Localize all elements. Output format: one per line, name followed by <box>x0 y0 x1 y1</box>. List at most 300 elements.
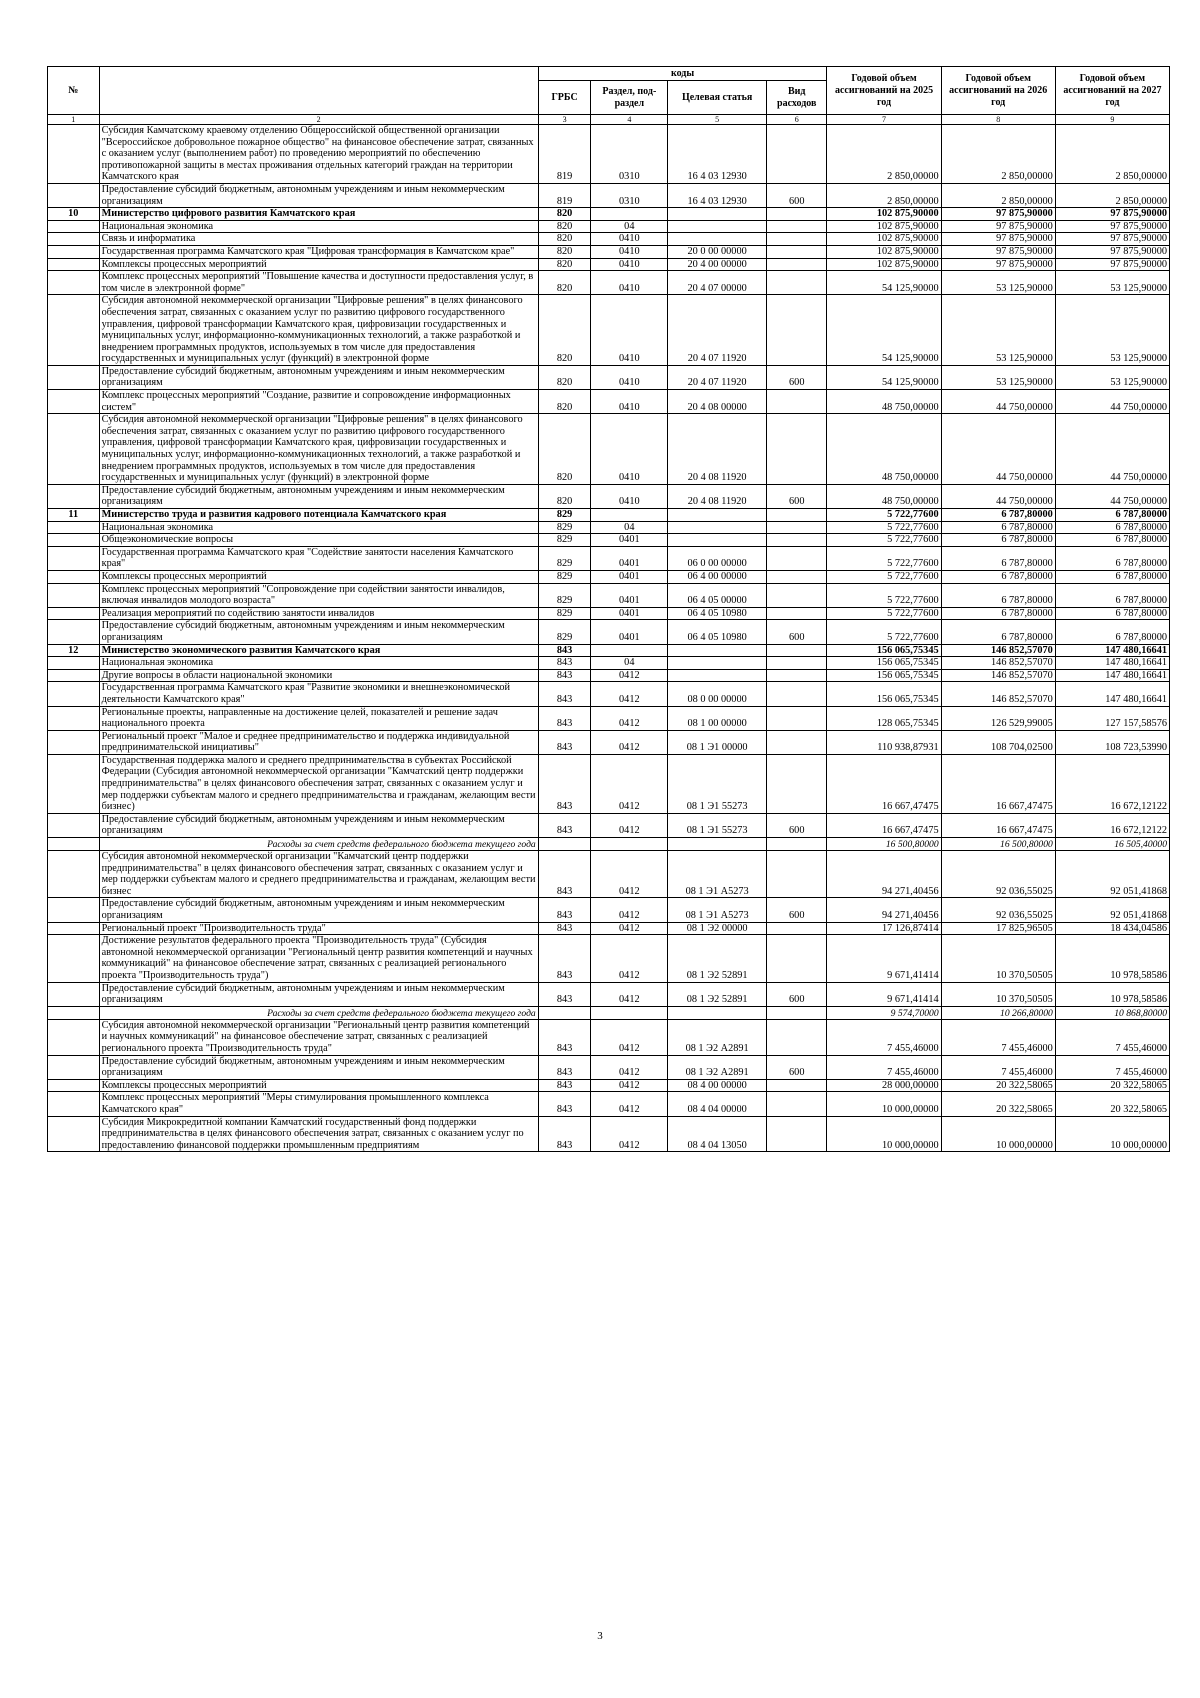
row-amount-2026: 97 875,90000 <box>941 220 1055 233</box>
row-amount-2026: 16 667,47475 <box>941 813 1055 837</box>
row-amount-2025: 110 938,87931 <box>827 730 941 754</box>
row-amount-2026: 44 750,00000 <box>941 414 1055 485</box>
table-row <box>48 521 1170 534</box>
row-number <box>48 1116 100 1152</box>
row-amount-2027: 97 875,90000 <box>1055 220 1169 233</box>
row-grbs: 843 <box>538 644 591 657</box>
row-number <box>48 220 100 233</box>
row-amount-2025: 54 125,90000 <box>827 271 941 295</box>
row-target <box>668 509 767 522</box>
row-name: Предоставление субсидий бюджетным, автономным учреждениям и иным некоммерческим организациям <box>99 982 538 1006</box>
row-target: 06 4 05 10980 <box>668 620 767 644</box>
table-row <box>48 669 1170 682</box>
row-expense-type <box>767 258 827 271</box>
row-amount-2027: 6 787,80000 <box>1055 546 1169 570</box>
table-row <box>48 1079 1170 1092</box>
row-target: 16 4 03 12930 <box>668 125 767 184</box>
table-row <box>48 125 1170 184</box>
row-expense-type <box>767 1092 827 1116</box>
row-number <box>48 546 100 570</box>
row-section: 0410 <box>591 414 668 485</box>
row-section: 0410 <box>591 245 668 258</box>
row-amount-2026: 6 787,80000 <box>941 583 1055 607</box>
row-name: Национальная экономика <box>99 657 538 670</box>
row-number <box>48 682 100 706</box>
federal-budget-row <box>48 838 1170 851</box>
row-number <box>48 258 100 271</box>
row-number <box>48 534 100 547</box>
row-amount-2026: 6 787,80000 <box>941 607 1055 620</box>
row-name: Министерство труда и развития кадрового потенциала Камчатского края <box>99 509 538 522</box>
row-amount-2025: 5 722,77600 <box>827 620 941 644</box>
row-target <box>668 838 767 851</box>
row-number <box>48 730 100 754</box>
row-amount-2025: 102 875,90000 <box>827 245 941 258</box>
row-amount-2025: 54 125,90000 <box>827 295 941 366</box>
table-row <box>48 509 1170 522</box>
row-name: Комплекс процессных мероприятий "Сопровождение при содействии занятости инвалидов, включая инвалидов молодого возраста" <box>99 583 538 607</box>
row-name: Национальная экономика <box>99 521 538 534</box>
row-amount-2027: 16 672,12122 <box>1055 813 1169 837</box>
row-amount-2026: 10 370,50505 <box>941 935 1055 982</box>
row-expense-type <box>767 851 827 898</box>
row-amount-2025: 28 000,00000 <box>827 1079 941 1092</box>
table-row <box>48 1055 1170 1079</box>
row-expense-type <box>767 233 827 246</box>
row-amount-2025: 5 722,77600 <box>827 534 941 547</box>
row-grbs: 829 <box>538 620 591 644</box>
table-row <box>48 1092 1170 1116</box>
row-expense-type <box>767 935 827 982</box>
header-name <box>99 67 538 115</box>
row-number <box>48 898 100 922</box>
header-no: № <box>48 67 100 115</box>
row-amount-2027: 97 875,90000 <box>1055 258 1169 271</box>
row-grbs: 843 <box>538 706 591 730</box>
row-name: Региональные проекты, направленные на достижение целей, показателей и решение задач национального проекта <box>99 706 538 730</box>
row-grbs: 820 <box>538 233 591 246</box>
row-number <box>48 1092 100 1116</box>
row-amount-2026: 97 875,90000 <box>941 208 1055 221</box>
row-amount-2026: 16 500,80000 <box>941 838 1055 851</box>
table-row <box>48 245 1170 258</box>
row-number <box>48 365 100 389</box>
page-number: 3 <box>597 1630 603 1642</box>
row-section <box>591 208 668 221</box>
row-number <box>48 1006 100 1019</box>
row-section: 0401 <box>591 570 668 583</box>
row-amount-2026: 20 322,58065 <box>941 1079 1055 1092</box>
row-section: 0412 <box>591 1092 668 1116</box>
row-name: Субсидия Камчатскому краевому отделению Общероссийской общественной организации "Всероссийское добровольное пожарное общество" на финансовое обеспечение затрат, связанных с оказанием услуг (выполнением работ) по проведению мероприятий по обеспечению противопожарной защиты в местах проживания отдельных категорий граждан на территории Камчатского края <box>99 125 538 184</box>
row-amount-2025: 94 271,40456 <box>827 898 941 922</box>
row-amount-2025: 2 850,00000 <box>827 183 941 207</box>
row-grbs: 843 <box>538 935 591 982</box>
row-number <box>48 295 100 366</box>
row-grbs: 820 <box>538 414 591 485</box>
row-section: 0412 <box>591 730 668 754</box>
row-section <box>591 644 668 657</box>
row-amount-2027: 97 875,90000 <box>1055 245 1169 258</box>
row-amount-2027: 2 850,00000 <box>1055 183 1169 207</box>
row-number: 12 <box>48 644 100 657</box>
row-amount-2026: 7 455,46000 <box>941 1019 1055 1055</box>
row-amount-2026: 17 825,96505 <box>941 922 1055 935</box>
table-row <box>48 220 1170 233</box>
row-expense-type: 600 <box>767 898 827 922</box>
row-target <box>668 1006 767 1019</box>
row-amount-2025: 5 722,77600 <box>827 583 941 607</box>
row-target: 08 1 Э2 А2891 <box>668 1019 767 1055</box>
row-amount-2027: 92 051,41868 <box>1055 898 1169 922</box>
row-section: 0412 <box>591 851 668 898</box>
table-row <box>48 233 1170 246</box>
row-number <box>48 669 100 682</box>
row-section: 0410 <box>591 365 668 389</box>
row-section: 0412 <box>591 1116 668 1152</box>
row-number <box>48 1079 100 1092</box>
row-target: 08 1 00 00000 <box>668 706 767 730</box>
row-grbs: 820 <box>538 245 591 258</box>
row-name: Субсидия автономной некоммерческой организации "Региональный центр развития компетенций и научных коммуникаций" на финансовое обеспечение затрат, связанных с реализацией регионального проекта "Производительность труда" <box>99 1019 538 1055</box>
row-amount-2025: 128 065,75345 <box>827 706 941 730</box>
row-target <box>668 220 767 233</box>
row-amount-2025: 9 671,41414 <box>827 982 941 1006</box>
row-target <box>668 233 767 246</box>
row-section: 0412 <box>591 754 668 813</box>
row-section: 0401 <box>591 534 668 547</box>
table-row <box>48 208 1170 221</box>
row-target: 08 4 04 13050 <box>668 1116 767 1152</box>
row-name: Предоставление субсидий бюджетным, автономным учреждениям и иным некоммерческим организациям <box>99 620 538 644</box>
row-amount-2025: 156 065,75345 <box>827 669 941 682</box>
row-expense-type <box>767 521 827 534</box>
column-number: 7 <box>827 115 941 125</box>
row-amount-2027: 6 787,80000 <box>1055 607 1169 620</box>
table-row <box>48 754 1170 813</box>
row-number <box>48 935 100 982</box>
row-section: 0410 <box>591 271 668 295</box>
row-amount-2027: 44 750,00000 <box>1055 484 1169 508</box>
row-amount-2026: 10 000,00000 <box>941 1116 1055 1152</box>
row-number <box>48 484 100 508</box>
header-2025: Годовой объем ассигнований на 2025 год <box>827 67 941 115</box>
row-amount-2026: 53 125,90000 <box>941 271 1055 295</box>
table-row <box>48 484 1170 508</box>
row-grbs: 843 <box>538 1079 591 1092</box>
row-amount-2026: 92 036,55025 <box>941 851 1055 898</box>
row-target: 08 1 Э1 А5273 <box>668 851 767 898</box>
row-grbs: 820 <box>538 484 591 508</box>
row-grbs <box>538 1006 591 1019</box>
column-number: 5 <box>668 115 767 125</box>
row-number <box>48 851 100 898</box>
row-amount-2026: 6 787,80000 <box>941 534 1055 547</box>
row-amount-2025: 102 875,90000 <box>827 233 941 246</box>
row-name: Комплекс процессных мероприятий "Меры стимулирования промышленного комплекса Камчатского края" <box>99 1092 538 1116</box>
row-amount-2027: 108 723,53990 <box>1055 730 1169 754</box>
row-section: 0412 <box>591 682 668 706</box>
row-number <box>48 657 100 670</box>
row-expense-type <box>767 838 827 851</box>
row-grbs: 843 <box>538 1116 591 1152</box>
row-target: 20 4 07 11920 <box>668 365 767 389</box>
row-number <box>48 620 100 644</box>
row-number <box>48 1019 100 1055</box>
row-grbs: 820 <box>538 258 591 271</box>
row-target: 06 4 05 10980 <box>668 607 767 620</box>
row-amount-2025: 5 722,77600 <box>827 509 941 522</box>
row-grbs: 843 <box>538 813 591 837</box>
row-section: 0412 <box>591 1019 668 1055</box>
row-amount-2027: 7 455,46000 <box>1055 1019 1169 1055</box>
row-expense-type <box>767 208 827 221</box>
row-expense-type <box>767 706 827 730</box>
row-target: 08 1 Э1 А5273 <box>668 898 767 922</box>
row-grbs: 820 <box>538 365 591 389</box>
row-amount-2025: 16 667,47475 <box>827 754 941 813</box>
row-expense-type: 600 <box>767 620 827 644</box>
row-number <box>48 521 100 534</box>
row-grbs: 829 <box>538 583 591 607</box>
row-amount-2026: 7 455,46000 <box>941 1055 1055 1079</box>
row-name: Государственная поддержка малого и среднего предпринимательства в субъектах Российской Федерации (Субсидия автономной некоммерческой организации "Камчатский центр поддержки предпринимательства" в целях финансового обеспечения затрат, связанных с оказанием услуг и мер поддержки субъектам малого и среднего предпринимательства и гражданам, желающим вести бизнес) <box>99 754 538 813</box>
row-number <box>48 414 100 485</box>
row-expense-type <box>767 1079 827 1092</box>
row-grbs: 820 <box>538 271 591 295</box>
table-row <box>48 706 1170 730</box>
table-body <box>48 125 1170 1152</box>
row-target: 08 1 Э1 55273 <box>668 813 767 837</box>
column-number-row <box>48 115 1170 125</box>
budget-table <box>47 66 1170 1152</box>
row-amount-2026: 10 370,50505 <box>941 982 1055 1006</box>
row-target: 06 0 00 00000 <box>668 546 767 570</box>
row-amount-2027: 147 480,16641 <box>1055 669 1169 682</box>
row-name: Комплекс процессных мероприятий "Создание, развитие и сопровождение информационных систем" <box>99 390 538 414</box>
row-number <box>48 125 100 184</box>
row-amount-2025: 17 126,87414 <box>827 922 941 935</box>
row-amount-2025: 156 065,75345 <box>827 657 941 670</box>
row-target: 20 4 07 11920 <box>668 295 767 366</box>
row-amount-2025: 48 750,00000 <box>827 484 941 508</box>
table-row <box>48 607 1170 620</box>
row-amount-2027: 147 480,16641 <box>1055 657 1169 670</box>
row-amount-2027: 20 322,58065 <box>1055 1079 1169 1092</box>
row-expense-type <box>767 1006 827 1019</box>
row-grbs: 843 <box>538 669 591 682</box>
row-name: Предоставление субсидий бюджетным, автономным учреждениям и иным некоммерческим организациям <box>99 813 538 837</box>
row-amount-2026: 53 125,90000 <box>941 295 1055 366</box>
row-expense-type: 600 <box>767 1055 827 1079</box>
row-expense-type: 600 <box>767 183 827 207</box>
row-number <box>48 982 100 1006</box>
row-amount-2026: 108 704,02500 <box>941 730 1055 754</box>
row-number <box>48 813 100 837</box>
row-expense-type: 600 <box>767 484 827 508</box>
row-number <box>48 922 100 935</box>
table-row <box>48 982 1170 1006</box>
row-section: 0410 <box>591 484 668 508</box>
column-number: 9 <box>1055 115 1169 125</box>
row-amount-2027: 16 672,12122 <box>1055 754 1169 813</box>
row-amount-2025: 102 875,90000 <box>827 220 941 233</box>
row-amount-2026: 146 852,57070 <box>941 657 1055 670</box>
row-expense-type <box>767 583 827 607</box>
row-amount-2025: 48 750,00000 <box>827 390 941 414</box>
row-grbs: 843 <box>538 1092 591 1116</box>
column-number: 4 <box>591 115 668 125</box>
row-amount-2025: 54 125,90000 <box>827 365 941 389</box>
row-target: 06 4 00 00000 <box>668 570 767 583</box>
row-amount-2027: 44 750,00000 <box>1055 390 1169 414</box>
row-section: 0412 <box>591 922 668 935</box>
row-grbs: 819 <box>538 183 591 207</box>
row-amount-2026: 126 529,99005 <box>941 706 1055 730</box>
header-2026: Годовой объем ассигнований на 2026 год <box>941 67 1055 115</box>
row-amount-2025: 10 000,00000 <box>827 1092 941 1116</box>
row-expense-type <box>767 922 827 935</box>
row-amount-2027: 147 480,16641 <box>1055 644 1169 657</box>
row-section: 0310 <box>591 183 668 207</box>
row-number <box>48 706 100 730</box>
row-name: Реализация мероприятий по содействию занятости инвалидов <box>99 607 538 620</box>
row-grbs: 829 <box>538 521 591 534</box>
row-amount-2025: 9 671,41414 <box>827 935 941 982</box>
row-amount-2025: 94 271,40456 <box>827 851 941 898</box>
row-amount-2027: 20 322,58065 <box>1055 1092 1169 1116</box>
row-target: 08 1 Э1 55273 <box>668 754 767 813</box>
table-row <box>48 583 1170 607</box>
row-amount-2027: 7 455,46000 <box>1055 1055 1169 1079</box>
table-row <box>48 390 1170 414</box>
row-section: 0401 <box>591 583 668 607</box>
table-row <box>48 183 1170 207</box>
table-row <box>48 935 1170 982</box>
row-amount-2026: 92 036,55025 <box>941 898 1055 922</box>
row-expense-type <box>767 414 827 485</box>
row-expense-type <box>767 1116 827 1152</box>
row-number <box>48 390 100 414</box>
federal-budget-row <box>48 1006 1170 1019</box>
row-amount-2027: 6 787,80000 <box>1055 570 1169 583</box>
row-expense-type <box>767 657 827 670</box>
table-row <box>48 657 1170 670</box>
row-amount-2026: 97 875,90000 <box>941 258 1055 271</box>
row-name: Предоставление субсидий бюджетным, автономным учреждениям и иным некоммерческим организациям <box>99 365 538 389</box>
row-amount-2026: 146 852,57070 <box>941 669 1055 682</box>
row-name: Национальная экономика <box>99 220 538 233</box>
row-target: 20 4 08 00000 <box>668 390 767 414</box>
row-name: Региональный проект "Малое и среднее предпринимательство и поддержка индивидуальной предпринимательской инициативы" <box>99 730 538 754</box>
row-section: 0412 <box>591 706 668 730</box>
row-amount-2026: 44 750,00000 <box>941 484 1055 508</box>
row-amount-2027: 92 051,41868 <box>1055 851 1169 898</box>
row-amount-2027: 53 125,90000 <box>1055 365 1169 389</box>
row-amount-2027: 6 787,80000 <box>1055 583 1169 607</box>
row-amount-2027: 97 875,90000 <box>1055 208 1169 221</box>
row-target <box>668 644 767 657</box>
row-expense-type <box>767 125 827 184</box>
row-amount-2025: 5 722,77600 <box>827 607 941 620</box>
table-row <box>48 570 1170 583</box>
row-expense-type <box>767 534 827 547</box>
row-expense-type <box>767 669 827 682</box>
row-amount-2025: 10 000,00000 <box>827 1116 941 1152</box>
row-name: Предоставление субсидий бюджетным, автономным учреждениям и иным некоммерческим организациям <box>99 1055 538 1079</box>
row-expense-type <box>767 245 827 258</box>
row-expense-type: 600 <box>767 813 827 837</box>
row-amount-2025: 156 065,75345 <box>827 644 941 657</box>
table-row <box>48 534 1170 547</box>
row-amount-2027: 6 787,80000 <box>1055 521 1169 534</box>
table-row <box>48 730 1170 754</box>
row-amount-2025: 7 455,46000 <box>827 1055 941 1079</box>
row-grbs: 843 <box>538 982 591 1006</box>
row-amount-2026: 2 850,00000 <box>941 125 1055 184</box>
row-amount-2026: 44 750,00000 <box>941 390 1055 414</box>
row-amount-2027: 147 480,16641 <box>1055 682 1169 706</box>
row-name: Субсидия автономной некоммерческой организации "Цифровые решения" в целях финансового обеспечения затрат, связанных с оказанием услуг по развитию цифрового государственного управления, цифровой трансформации Камчатского края, цифровизации государственных и муниципальных услуг, информационно-коммуникационных технологий, а также разработкой и внедрением программных продуктов, используемых в том числе для предоставления государственных и муниципальных услуг (функций) в электронной форме <box>99 414 538 485</box>
row-grbs: 820 <box>538 390 591 414</box>
header-2027: Годовой объем ассигнований на 2027 год <box>1055 67 1169 115</box>
row-amount-2025: 9 574,70000 <box>827 1006 941 1019</box>
row-grbs: 843 <box>538 754 591 813</box>
table-row <box>48 898 1170 922</box>
row-amount-2026: 97 875,90000 <box>941 233 1055 246</box>
row-name: Комплекс процессных мероприятий "Повышение качества и доступности предоставления услуг, в том числе в электронной форме" <box>99 271 538 295</box>
row-number <box>48 754 100 813</box>
row-target <box>668 669 767 682</box>
row-amount-2026: 97 875,90000 <box>941 245 1055 258</box>
table-header <box>48 67 1170 125</box>
row-name: Предоставление субсидий бюджетным, автономным учреждениям и иным некоммерческим организациям <box>99 484 538 508</box>
row-name: Связь и информатика <box>99 233 538 246</box>
row-expense-type <box>767 546 827 570</box>
row-grbs: 829 <box>538 509 591 522</box>
row-section: 0412 <box>591 1055 668 1079</box>
table-row <box>48 682 1170 706</box>
row-amount-2027: 53 125,90000 <box>1055 271 1169 295</box>
row-grbs: 843 <box>538 730 591 754</box>
row-target: 08 4 04 00000 <box>668 1092 767 1116</box>
row-expense-type: 600 <box>767 365 827 389</box>
row-amount-2026: 146 852,57070 <box>941 644 1055 657</box>
row-amount-2026: 53 125,90000 <box>941 365 1055 389</box>
row-amount-2025: 156 065,75345 <box>827 682 941 706</box>
row-section: 0410 <box>591 390 668 414</box>
row-name: Министерство цифрового развития Камчатского края <box>99 208 538 221</box>
row-expense-type <box>767 390 827 414</box>
column-number: 6 <box>767 115 827 125</box>
row-number <box>48 183 100 207</box>
table-row <box>48 365 1170 389</box>
row-expense-type <box>767 570 827 583</box>
row-amount-2025: 2 850,00000 <box>827 125 941 184</box>
row-name: Расходы за счет средств федерального бюджета текущего года <box>99 1006 538 1019</box>
row-target <box>668 521 767 534</box>
row-grbs: 829 <box>538 534 591 547</box>
table-row <box>48 851 1170 898</box>
row-amount-2027: 10 868,80000 <box>1055 1006 1169 1019</box>
table-row <box>48 414 1170 485</box>
table-row <box>48 813 1170 837</box>
row-target: 08 1 Э2 А2891 <box>668 1055 767 1079</box>
table-row <box>48 295 1170 366</box>
row-grbs: 843 <box>538 1055 591 1079</box>
row-amount-2025: 16 667,47475 <box>827 813 941 837</box>
row-amount-2027: 6 787,80000 <box>1055 620 1169 644</box>
